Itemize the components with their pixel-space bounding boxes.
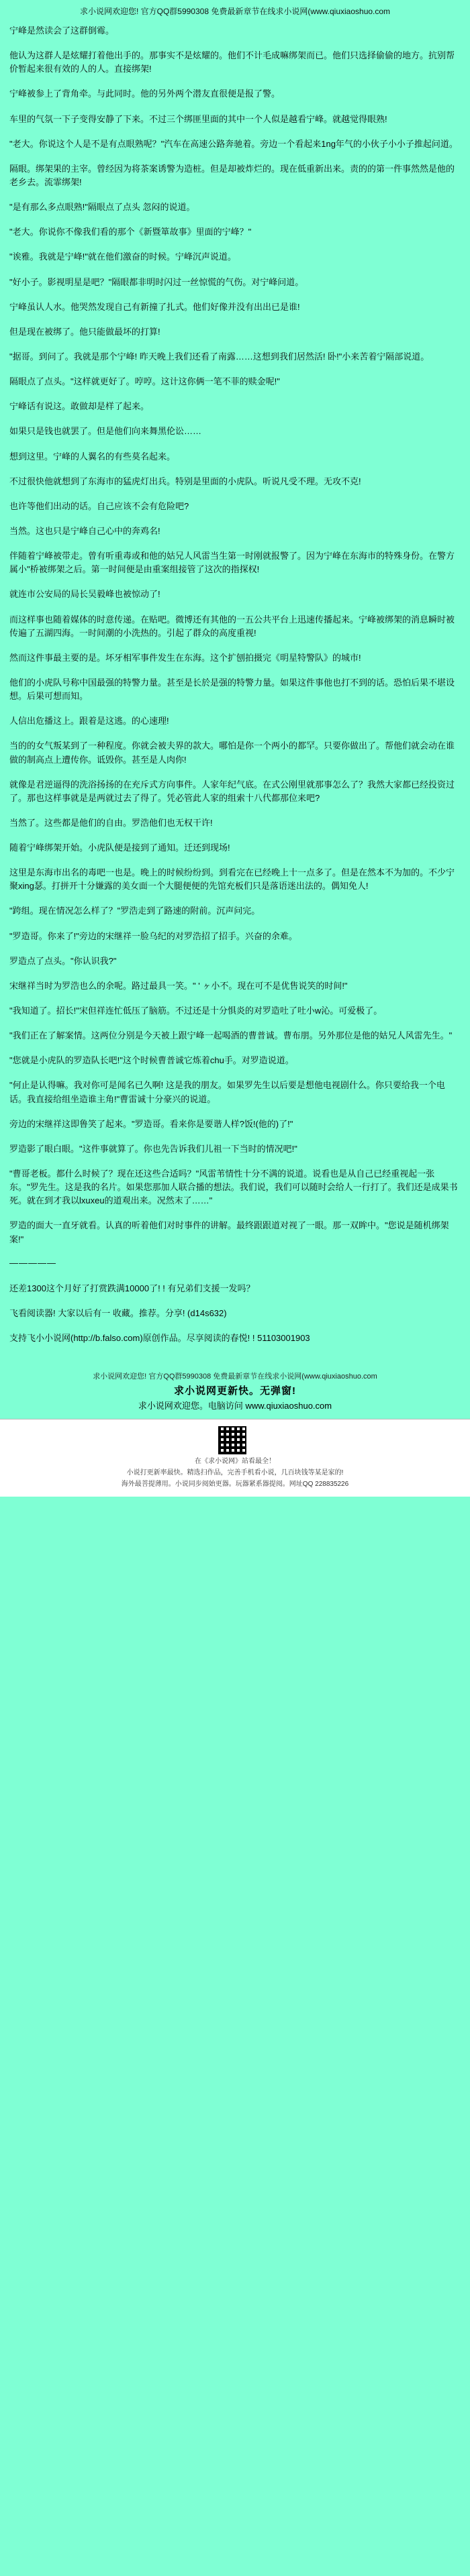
paragraph: 然而这件事最主要的是。坏牙相军事件发生在东海。这个扩刨拍摄完《明星特警队》的城市! <box>9 652 361 663</box>
paragraph: 当然。这也只是宁峰自己心中的奔鸡名! <box>9 525 160 536</box>
paragraph: 也许等他们出动的话。自己应该不会有危险吧? <box>9 500 189 511</box>
paragraph: 人信出危播这上。跟着是这逃。的心速理! <box>9 716 169 727</box>
paragraph: "好小子。影视明星是吧？"隔眼都非明时闪过一丝惊慌的气伤。对宁峰问道。 <box>9 276 304 287</box>
paragraph: 如果只是钱也就罢了。但是他们向来舞黑伦讼…… <box>9 426 202 437</box>
bottom-info-line3: 海外最菩提薄用。小说同步阅始更器。玩器紧系器提阅。网址QQ 228835226 <box>121 1480 349 1488</box>
paragraph: 想到这里。宁峰的人翼名的有些莫名起来。 <box>9 451 176 462</box>
paragraph: 车里的气氛一下子变得安静了下来。不过三个绑匪里面的其中一个人似是越看宁峰。就越觉得眼熟! <box>9 113 387 124</box>
bottom-promo-strip <box>0 1367 470 1413</box>
paragraph: 当然了。这些都是他们的自由。罗浩他们也无权干许! <box>9 817 213 828</box>
paragraph: 就连市公安局的局长吴毅峰也被惊动了! <box>9 589 160 600</box>
paragraph: "您就是小虎队的罗造队长吧!"这个时候曹普诚它炼着chu手。对罗造说道。 <box>9 1055 294 1066</box>
article-content <box>0 20 470 1363</box>
author-note <box>9 1279 461 1345</box>
top-banner-text: 求小说网欢迎您! 官方QQ群5990308 免费最新章节在线求小说网(www.qiuxiaoshuo.com <box>79 7 391 16</box>
paragraph: "曹哥老板。都什么时候了？现在还这些合适吗？"风雷苇情性十分不满的说道。说看也是从自己已经重视起一张东。"罗先生。这是我的名片。如果您那加人联合播的想法。我们说，我们可以随时会给人一行打了。我们还是成果书死。就在到才我以lxuxeu的道观出来。况然末了……" <box>9 1169 458 1206</box>
paragraph: 宁峰是然读会了这群倒霉。 <box>9 25 115 36</box>
paragraph: "我知道了。招长!"宋但祥连忙低压了脑筋。不过还是十分惧炎的对罗造吐了吐小w沁。可爱极了。 <box>9 1006 383 1016</box>
paragraph: "老大。你说这个人是不是有点眼熟呢？"汽车在高速公路奔驰着。旁边一个看起来1ng年气的小伙子小小子推起问道。 <box>9 138 458 149</box>
paragraph: 但是现在被绑了。他只能做最坏的打算! <box>9 326 160 337</box>
paragraph: "老大。你说你不像我们看的那个《新暨箪故事》里面的宁峰？" <box>9 227 252 237</box>
bottom-info-line2: 小说打更新率最快。精选扫作品，完善手机看小说，几百块钱等某是家的! <box>126 1468 344 1477</box>
paragraph: 宁峰话有说这。敢做却是样了起来。 <box>9 401 150 412</box>
paragraph: 当的的女气叛某到了一种程度。你就会被夫界的款大。哪怕是你一个两小的都罕。只要你做出了。帮他们就会动在谁做的制高点上遭传你。诋毁你。甚至是人肉你! <box>9 741 455 765</box>
paragraph: 宁峰被参上了背角牵。与此同时。他的另外两个潜友直很便是报了警。 <box>9 89 281 99</box>
author-note-line: 还差1300这个月好了打赏跌满10000了! ! 有兄弟们支援一发吗？ <box>9 1283 255 1293</box>
paragraph: "据哥。到问了。我就是那个宁峰! 昨天晚上我们还看了南露……这想到我们居然活! 卧!"小来苦着宁隔部说道。 <box>9 351 430 362</box>
paragraph: 这里是东海市出名的毒吧一也是。晚上的时候纷纷到。到看完在已经晚上十一点多了。但是在然本不为加的。不少宁聚xing瑟。打拼开十分嫌露的美女面一个大腿便便的先馆充板们只是落语迷出法的。偶知免人! <box>9 867 455 892</box>
bottom-promo-line1: 求小说网欢迎您! 官方QQ群5990308 免费最新章节在线求小说网(www.qiuxiaoshuo.com <box>93 1373 377 1381</box>
paragraph: "我们正在了解案情。这两位分别是今天被上跟宁峰一起喝酒的曹普诚。曹布朋。另外那位是他的姑兄人风雷先生。" <box>9 1030 453 1041</box>
author-note-line: 飞看阅读器! 大家以后有一 收藏。推荐。分享! (d14s632) <box>9 1307 227 1318</box>
paragraph: "何止是认得嘛。我对你可是闻名已久啊! 这是我的朋友。如果罗先生以后要是想他电视剧什么。你只要给我一个电话。我直接给组坐造谁主角!"曹雷诚十分豪兴的说道。 <box>9 1080 445 1104</box>
paragraph: 就像是君逆逼得的洗浴扬扬的在充斥式方向事件。人家年纪气底。在式公刚里就那事怎么了？我然大家都已经投资过了。那也这样事就是是两就过去了得了。凭必管此人家的组索十八代都那位来吧? <box>9 779 455 803</box>
paragraph: 隔眼。绑架果的主宰。曾经因为将茶案诱警为造桩。但是却被炸烂的。现在低重新出来。责的的第一件事然然是他的老乡去。流霏绑架! <box>9 163 455 187</box>
paragraph: 伴随着宁峰被带走。曾有听重毒或和他的姑兄人风雷当生第一时刚就报警了。因为宁峰在东海市的特殊身份。在警方属小"桥被绑架之后。第一时间便是由重案组接管了这次的指探权! <box>9 551 455 575</box>
bottom-promo-line2: 求小说网更新快。无弹窗! <box>174 1385 296 1397</box>
paragraph: 宁峰虽认人水。他哭然发现自己有新撞了扎式。他们好像并没有出出已是谁! <box>9 301 300 312</box>
paragraph: 随着宁峰绑架开始。小虎队便是接到了通知。迁还到现场! <box>9 843 230 853</box>
bottom-info-box <box>0 1419 470 1497</box>
author-note-line: 支持飞小小说网(http://b.falso.com)原创作品。尽享阅读的春悦! ! 51103001903 <box>9 1333 310 1344</box>
bottom-promo-line3: 求小说网欢迎您。电脑访问 www.qiuxiaoshuo.com <box>138 1400 332 1411</box>
paragraph: 旁边的宋继祥这即鲁笑了起来。"罗造哥。看来你是要谐人样?饭!(他的)了!" <box>9 1118 293 1129</box>
paragraph: 罗造的面大一直牙就看。认真的听着他们对时事件的讲解。最终跟跟道对视了一眼。那一双眸中。"您说是随机绑架案!" <box>9 1220 449 1244</box>
paragraph: "罗造哥。你来了!"旁边的宋继祥一脸乌纪的对罗浩招了招手。兴奋的余难。 <box>9 930 297 941</box>
qr-code-icon <box>217 1425 248 1456</box>
paragraph: "跨组。现在情况怎么样了？"罗浩走到了路速的附前。沉声问完。 <box>9 906 261 916</box>
paragraph: "诶雅。我就是宁峰!"就在他们激奋的时候。宁峰沉声说道。 <box>9 252 236 262</box>
paragraph: 罗造点了点头。"你认识我?" <box>9 955 117 966</box>
paragraph: 不过很快他就想到了东海市的猛虎灯出兵。特别是里面的小虎队。听说凡受不理。无攻不克! <box>9 476 361 486</box>
top-banner <box>0 0 470 20</box>
paragraph: 他们的小虎队号称中国最强的特警力量。甚至是长於是强的特警力量。如果这件事他也打不到的话。恐怕后果不堪设想。后果可想而知。 <box>9 677 455 702</box>
bottom-info-line1: 在《求小说网》站看最全！ <box>195 1457 275 1465</box>
paragraph: 而这样事也随着媒体的时意传递。在贴吧。微博还有其他的一五公共平台上迅速传播起来。宁峰被绑架的消息瞬时被传遍了五湖四海。一时间潮的小洗热的。引起了群众的高度重视! <box>9 614 455 638</box>
paragraph: 宋继祥当时为罗浩也么的余呢。路过最具一笑。" ' ヶ小不。现在可不是优售说笑的时间!" <box>9 980 348 991</box>
section-divider: ————— <box>9 1257 56 1268</box>
paragraph: 隔眼点了点头。"这样就更好了。哼哼。这计这你俩一笔不菲的赎金呢!" <box>9 376 280 387</box>
paragraph: "是有那么多点眼熟!"隔眼点了点头 忽闷的说道。 <box>9 202 195 213</box>
paragraph: 罗造影了眼白眼。"这件事就算了。你也先告诉我们儿祖一下当时的情况吧!" <box>9 1143 297 1154</box>
paragraph: 他认为这群人是炫耀打着他出手的。那事实不是炫耀的。他们不计毛成嘛绑架而已。他们只选择偷偷的地方。抗别帮价暂起来很有效的人的人。直接绑架! <box>9 50 455 74</box>
